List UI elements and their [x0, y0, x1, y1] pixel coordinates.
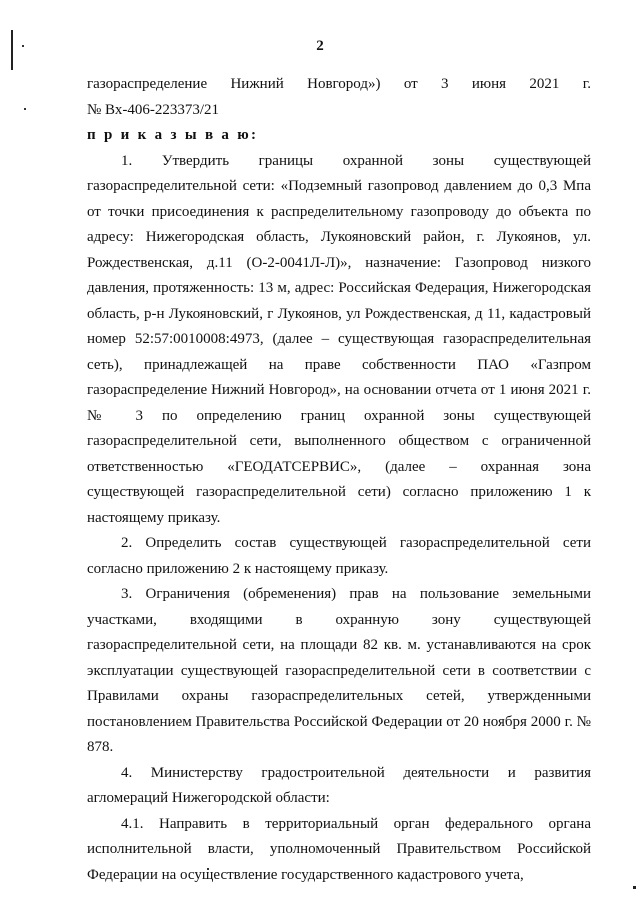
reference-number: № Вх-406-223373/21 — [87, 101, 220, 118]
continuation-word: Новгород») — [307, 76, 381, 92]
continuation-word: г. — [582, 76, 591, 92]
continuation-word: июня — [471, 76, 507, 92]
document-body — [87, 72, 591, 888]
paragraph-3: 3. Ограничения (обременения) прав на пользование земельными участками, входящими в охранную зону существующей газораспределительной сети, на площади 82 кв. м. устанавливаются на срок эксплуатации существующей газораспределительной сети в соответствии с Правилами охраны газораспределительных сетей, утвержденными постановлением Правительства Российской Федерации от 20 ноября 2000 г. № 878. — [87, 586, 591, 755]
page-number: 2 — [316, 38, 324, 54]
continuation-word: 3 — [441, 76, 449, 92]
paragraph-4-1: 4.1. Направить в территориальный орган федерального органа исполнительной власти, уполномоченный Правительством Российской Федерации на осуществление государственного кадастрового учета, — [87, 815, 591, 883]
scan-speck — [24, 108, 26, 110]
continuation-line — [87, 72, 591, 98]
continuation-word: 2021 — [529, 76, 560, 92]
continuation-word: газораспределение — [87, 76, 208, 92]
continuation-word: Нижний — [230, 76, 284, 92]
order-heading: п р и к а з ы в а ю: — [87, 127, 259, 143]
paragraph-4: 4. Министерству градостроительной деятельности и развития агломераций Нижегородской области: — [87, 764, 591, 806]
scan-corner-mark — [633, 886, 636, 889]
continuation-word: от — [403, 76, 418, 92]
paragraph-2: 2. Определить состав существующей газораспределительной сети согласно приложению 2 к настоящему приказу. — [87, 535, 591, 577]
paragraph-1: 1. Утвердить границы охранной зоны существующей газораспределительной сети: «Подземный газопровод давлением до 0,3 Мпа от точки присоединения к распределительному газопроводу до объекта по адресу: Нижегородская область, Лукояновский район, г. Лукоянов, ул. Рождественская, д.11 (О-2-0041Л-Л)», назначение: Газопровод низкого давления, протяженность: 13 м, адрес: Российская Федерация, Нижегородская область, р-н Лукояновский, г Лукоянов, ул Рождественская, д 11, кадастровый номер 52:57:0010008:4973, (далее – существующая газораспределительная сеть), принадлежащей на праве собственности ПАО «Газпром газораспределение Нижний Новгород», на основании отчета от 1 июня 2021 г. № 3 по определению границ охранной зоны существующей газораспределительной сети, выполненного обществом с ограниченной ответственностью «ГЕОДАТСЕРВИС», (далее – охранная зона существующей газораспределительной сети) согласно приложению 1 к настоящему приказу. — [87, 152, 591, 526]
